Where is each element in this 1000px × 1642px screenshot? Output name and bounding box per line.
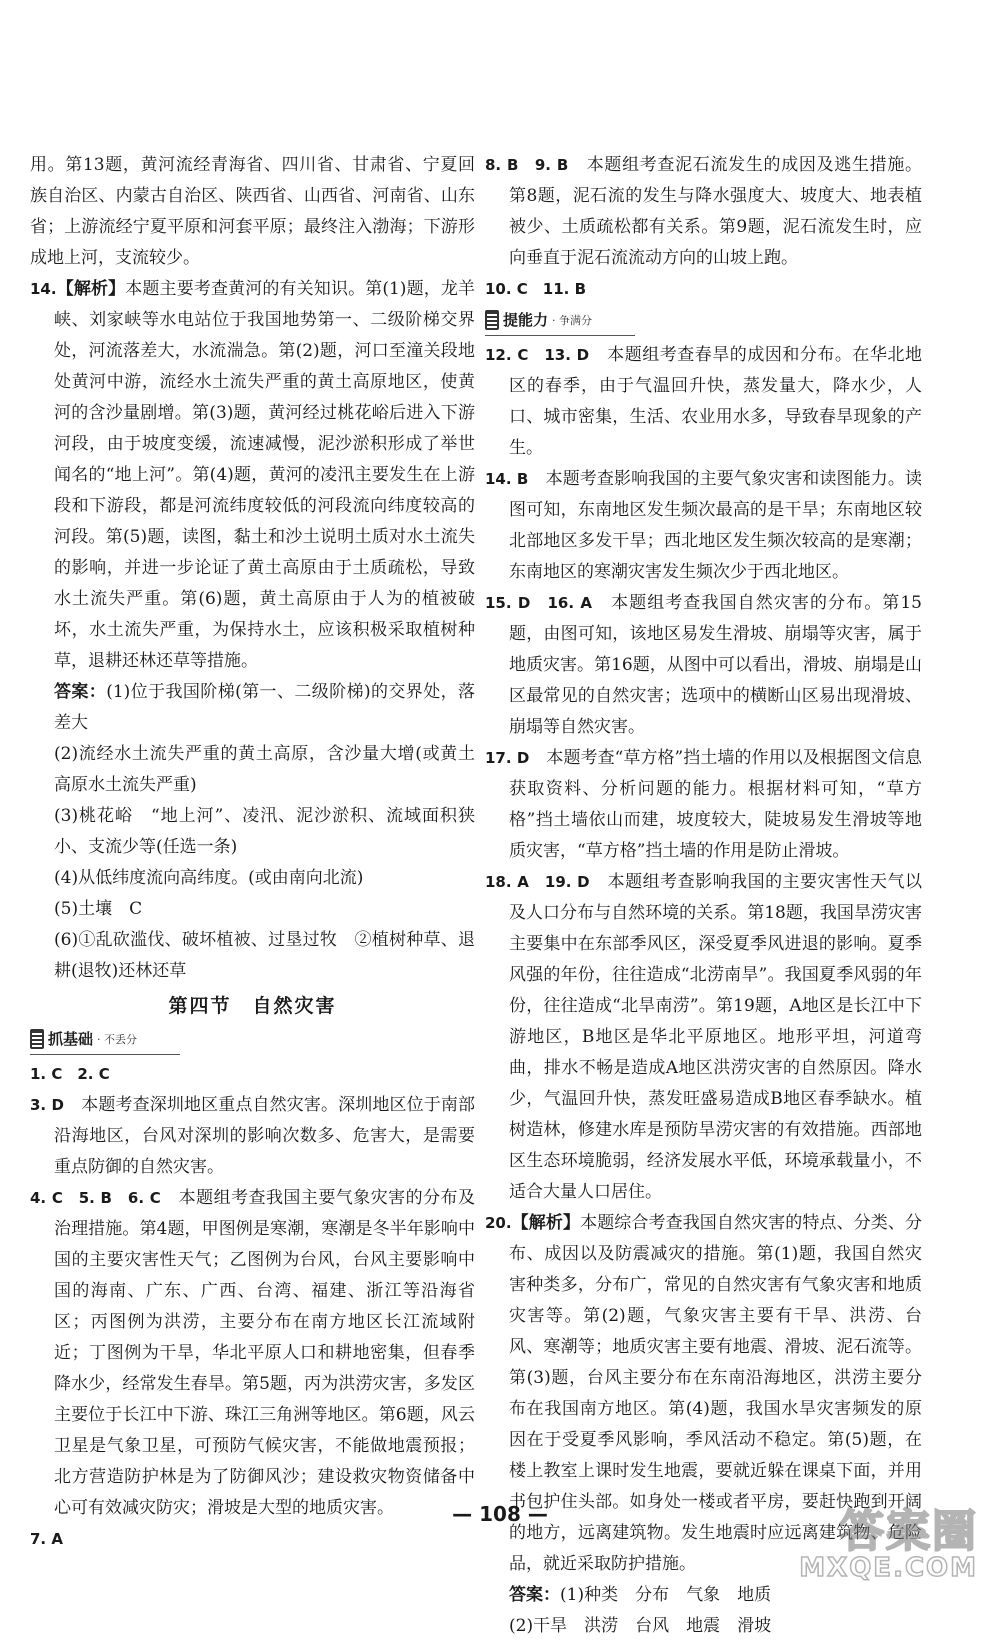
- question-15-16: [485, 588, 922, 743]
- watermark-text: 答案圈: [840, 1506, 978, 1557]
- question-number: 18. A 19. D: [485, 873, 590, 891]
- notebook-icon: [485, 310, 499, 330]
- question-8-9: [485, 150, 922, 274]
- question-number: 12. C 13. D: [485, 346, 590, 364]
- page-number: — 108 —: [452, 1502, 548, 1526]
- question-number: 17. D: [485, 749, 530, 767]
- question-number: 4. C 5. B 6. C: [30, 1189, 161, 1207]
- answer-line-2: (2)流经水土流失严重的黄土高原，含沙量大增(或黄土高原水土流失严重): [54, 744, 475, 795]
- left-column: [30, 150, 475, 1555]
- question-3: [30, 1090, 475, 1183]
- watermark-url: MXQE.COM: [799, 1553, 978, 1583]
- question-text: 本题组考查我国主要气象灾害的分布及治理措施。第4题，甲图例是寒潮，寒潮是冬半年影响中国的主要灾害性天气；乙图例为台风，台风主要影响中国的海南、广东、广西、台湾、福建、浙江等沿海省区；丙图例为洪涝，主要分布在南方地区长江流域附近；丁图例为干旱，华北平原人口和耕地密集，但春季降水少，经常发生春旱。第5题，丙为洪涝灾害，多发区主要位于长江中下游、珠江三角洲等地区。第6题，风云卫星是气象卫星，可预防气候灾害，不能做地震预报；北方营造防护林是为了防御风沙；建设救灾物资储备中心可有效减灾防灾；滑坡是大型的地质灾害。: [54, 1188, 475, 1518]
- band-label: 抓基础: [48, 1029, 94, 1048]
- band-label: 提能力: [503, 310, 549, 329]
- question-14-analysis: [30, 274, 475, 677]
- question-number: 8. B 9. B: [485, 156, 569, 174]
- answer-label: 答案：: [54, 682, 107, 702]
- answers-1-2: 1. C 2. C: [30, 1065, 110, 1083]
- section-band-basics: [30, 1024, 180, 1055]
- analysis-text: 本题综合考查我国自然灾害的特点、分类、分布、成因以及防震减灾的措施。第(1)题，我国自然灾害种类多，分布广，常见的自然灾害有气象灾害和地质灾害等。第(2)题，气象灾害主要有干旱、洪涝、台风、寒潮等；地质灾害主要有地震、滑坡、泥石流等。第(3)题，台风主要分布在东南沿海地区，洪涝主要分布在我国南方地区。第(4)题，我国水旱灾害频发的原因在于受夏季风影响，季风活动不稳定。第(5)题，在楼上教室上课时发生地震，要就近躲在课桌下面，并用书包护住头部。如身处一楼或者平房，要赶快跑到开阔的地方，远离建筑物。发生地震时应远离建筑物、危险品，就近采取防护措施。: [509, 1213, 923, 1574]
- answer-label: 答案：: [509, 1585, 560, 1605]
- question-text: 本题组考查泥石流发生的成因及逃生措施。第8题，泥石流的发生与降水强度大、坡度大、地表植被少、土质疏松都有关系。第9题，泥石流发生时，应向垂直于泥石流流动方向的山坡上跑。: [509, 155, 923, 268]
- question-text: 本题考查影响我国的主要气象灾害和读图能力。读图可知，东南地区发生频次最高的是干旱；东南地区较北部地区多发干旱；西北地区发生频次较高的是寒潮；东南地区的寒潮灾害发生频次少于西北地区。: [509, 469, 922, 582]
- answer-line-5: (5)土壤 C: [54, 899, 143, 919]
- question-number: 14. B: [485, 470, 529, 488]
- section-band-ability: [485, 305, 635, 336]
- right-column: [485, 150, 922, 1642]
- analysis-tag: 【解析】: [511, 1213, 581, 1233]
- question-14: [485, 464, 922, 588]
- question-number: 15. D 16. A: [485, 594, 592, 612]
- analysis-text: 本题主要考查黄河的有关知识。第(1)题，龙羊峡、刘家峡等水电站位于我国地势第一、二级阶梯交界处，河流落差大，水流湍急。第(2)题，河口至潼关段地处黄河中游，流经水土流失严重的黄土高原地区，使黄河的含沙量剧增。第(3)题，黄河经过桃花峪后进入下游河段，由于坡度变缓，流速减慢，泥沙淤积形成了举世闻名的“地上河”。第(4)题，黄河的凌汛主要发生在上游段和下游段，都是河流纬度较低的河段流向纬度较高的河段。第(5)题，读图，黏土和沙土说明土质对水土流失的影响，并进一步论证了黄土高原由于土质疏松，导致水土流失严重。第(6)题，黄土高原由于人为的植被破坏，水土流失严重，为保持水土，应该积极采取植树种草，退耕还林还草等措施。: [54, 279, 475, 671]
- answer-line-4: (4)从低纬度流向高纬度。(或由南向北流): [54, 868, 364, 888]
- question-14-block: [30, 274, 475, 987]
- question-text: 本题组考查影响我国的主要灾害性天气以及人口分布与自然环境的关系。第18题，我国旱涝灾害主要集中在东部季风区，深受夏季风进退的影响。夏季风强的年份，往往造成“北涝南旱”。我国夏季风弱的年份，往往造成“北旱南涝”。第19题，A地区是长江中下游地区，B地区是华北平原地区。地形平坦，河道弯曲，排水不畅是造成A地区洪涝灾害的自然原因。降水少，气温回升快，蒸发旺盛易造成B地区春季缺水。植树造林，修建水库是预防旱涝灾害的有效措施。西部地区生态环境脆弱，经济发展水平低，环境承载量小，不适合大量人口居住。: [509, 872, 923, 1202]
- answer-line-2: (2)干旱 洪涝 台风 地震 滑坡: [509, 1616, 772, 1636]
- question-number: 3. D: [30, 1096, 64, 1114]
- notebook-icon: [30, 1029, 44, 1049]
- question-4-6: [30, 1183, 475, 1524]
- question-17: [485, 743, 922, 867]
- question-18-19: [485, 867, 922, 1208]
- answer-line-1: [30, 677, 475, 739]
- answer-7: 7. A: [30, 1530, 63, 1548]
- band-sublabel: · 不丢分: [97, 1032, 138, 1046]
- question-12-13: [485, 340, 922, 464]
- answer-line-6: (6)①乱砍滥伐、破坏植被、过垦过牧 ②植树种草、退耕(退牧)还林还草: [54, 930, 475, 981]
- answer-text: (1)位于我国阶梯(第一、二级阶梯)的交界处，落差大: [54, 682, 475, 733]
- analysis-tag: 【解析】: [56, 279, 126, 299]
- question-text: 本题考查深圳地区重点自然灾害。深圳地区位于南部沿海地区，台风对深圳的影响次数多、危害大，是需要重点防御的自然灾害。: [54, 1095, 476, 1177]
- band-sublabel: · 争满分: [552, 313, 593, 327]
- question-text: 本题组考查我国自然灾害的分布。第15题，由图可知，该地区易发生滑坡、崩塌等灾害，属于地质灾害。第16题，从图中可以看出，滑坡、崩塌是山区最常见的自然灾害；选项中的横断山区易出现滑坡、崩塌等自然灾害。: [509, 593, 922, 737]
- question-text: 本题考查“草方格”挡土墙的作用以及根据图文信息获取资料、分析问题的能力。根据材料可知，“草方格”挡土墙依山而建，坡度较大，陡坡易发生滑坡等地质灾害，“草方格”挡土墙的作用是防止滑坡。: [509, 748, 922, 861]
- answer-line-3: (3)桃花峪 “地上河”、凌汛、泥沙淤积、流域面积狭小、支流少等(任选一条): [54, 806, 475, 857]
- question-number: 20.: [485, 1214, 512, 1232]
- answer-text: (1)种类 分布 气象 地质: [560, 1585, 772, 1605]
- question-number: 14.: [30, 280, 57, 298]
- answers-10-11: 10. C 11. B: [485, 280, 587, 298]
- section-title: 第四节 自然灾害: [168, 995, 337, 1017]
- watermark-logo: [798, 1495, 978, 1590]
- question-text: 本题组考查春旱的成因和分布。在华北地区的春季，由于气温回升快，蒸发量大，降水少，人口、城市密集，生活、农业用水多，导致春旱现象的产生。: [509, 345, 922, 458]
- continued-paragraph: 用。第13题，黄河流经青海省、四川省、甘肃省、宁夏回族自治区、内蒙古自治区、陕西省、山西省、河南省、山东省；上游流经宁夏平原和河套平原；最终注入渤海；下游形成地上河，支流较少。: [30, 155, 475, 268]
